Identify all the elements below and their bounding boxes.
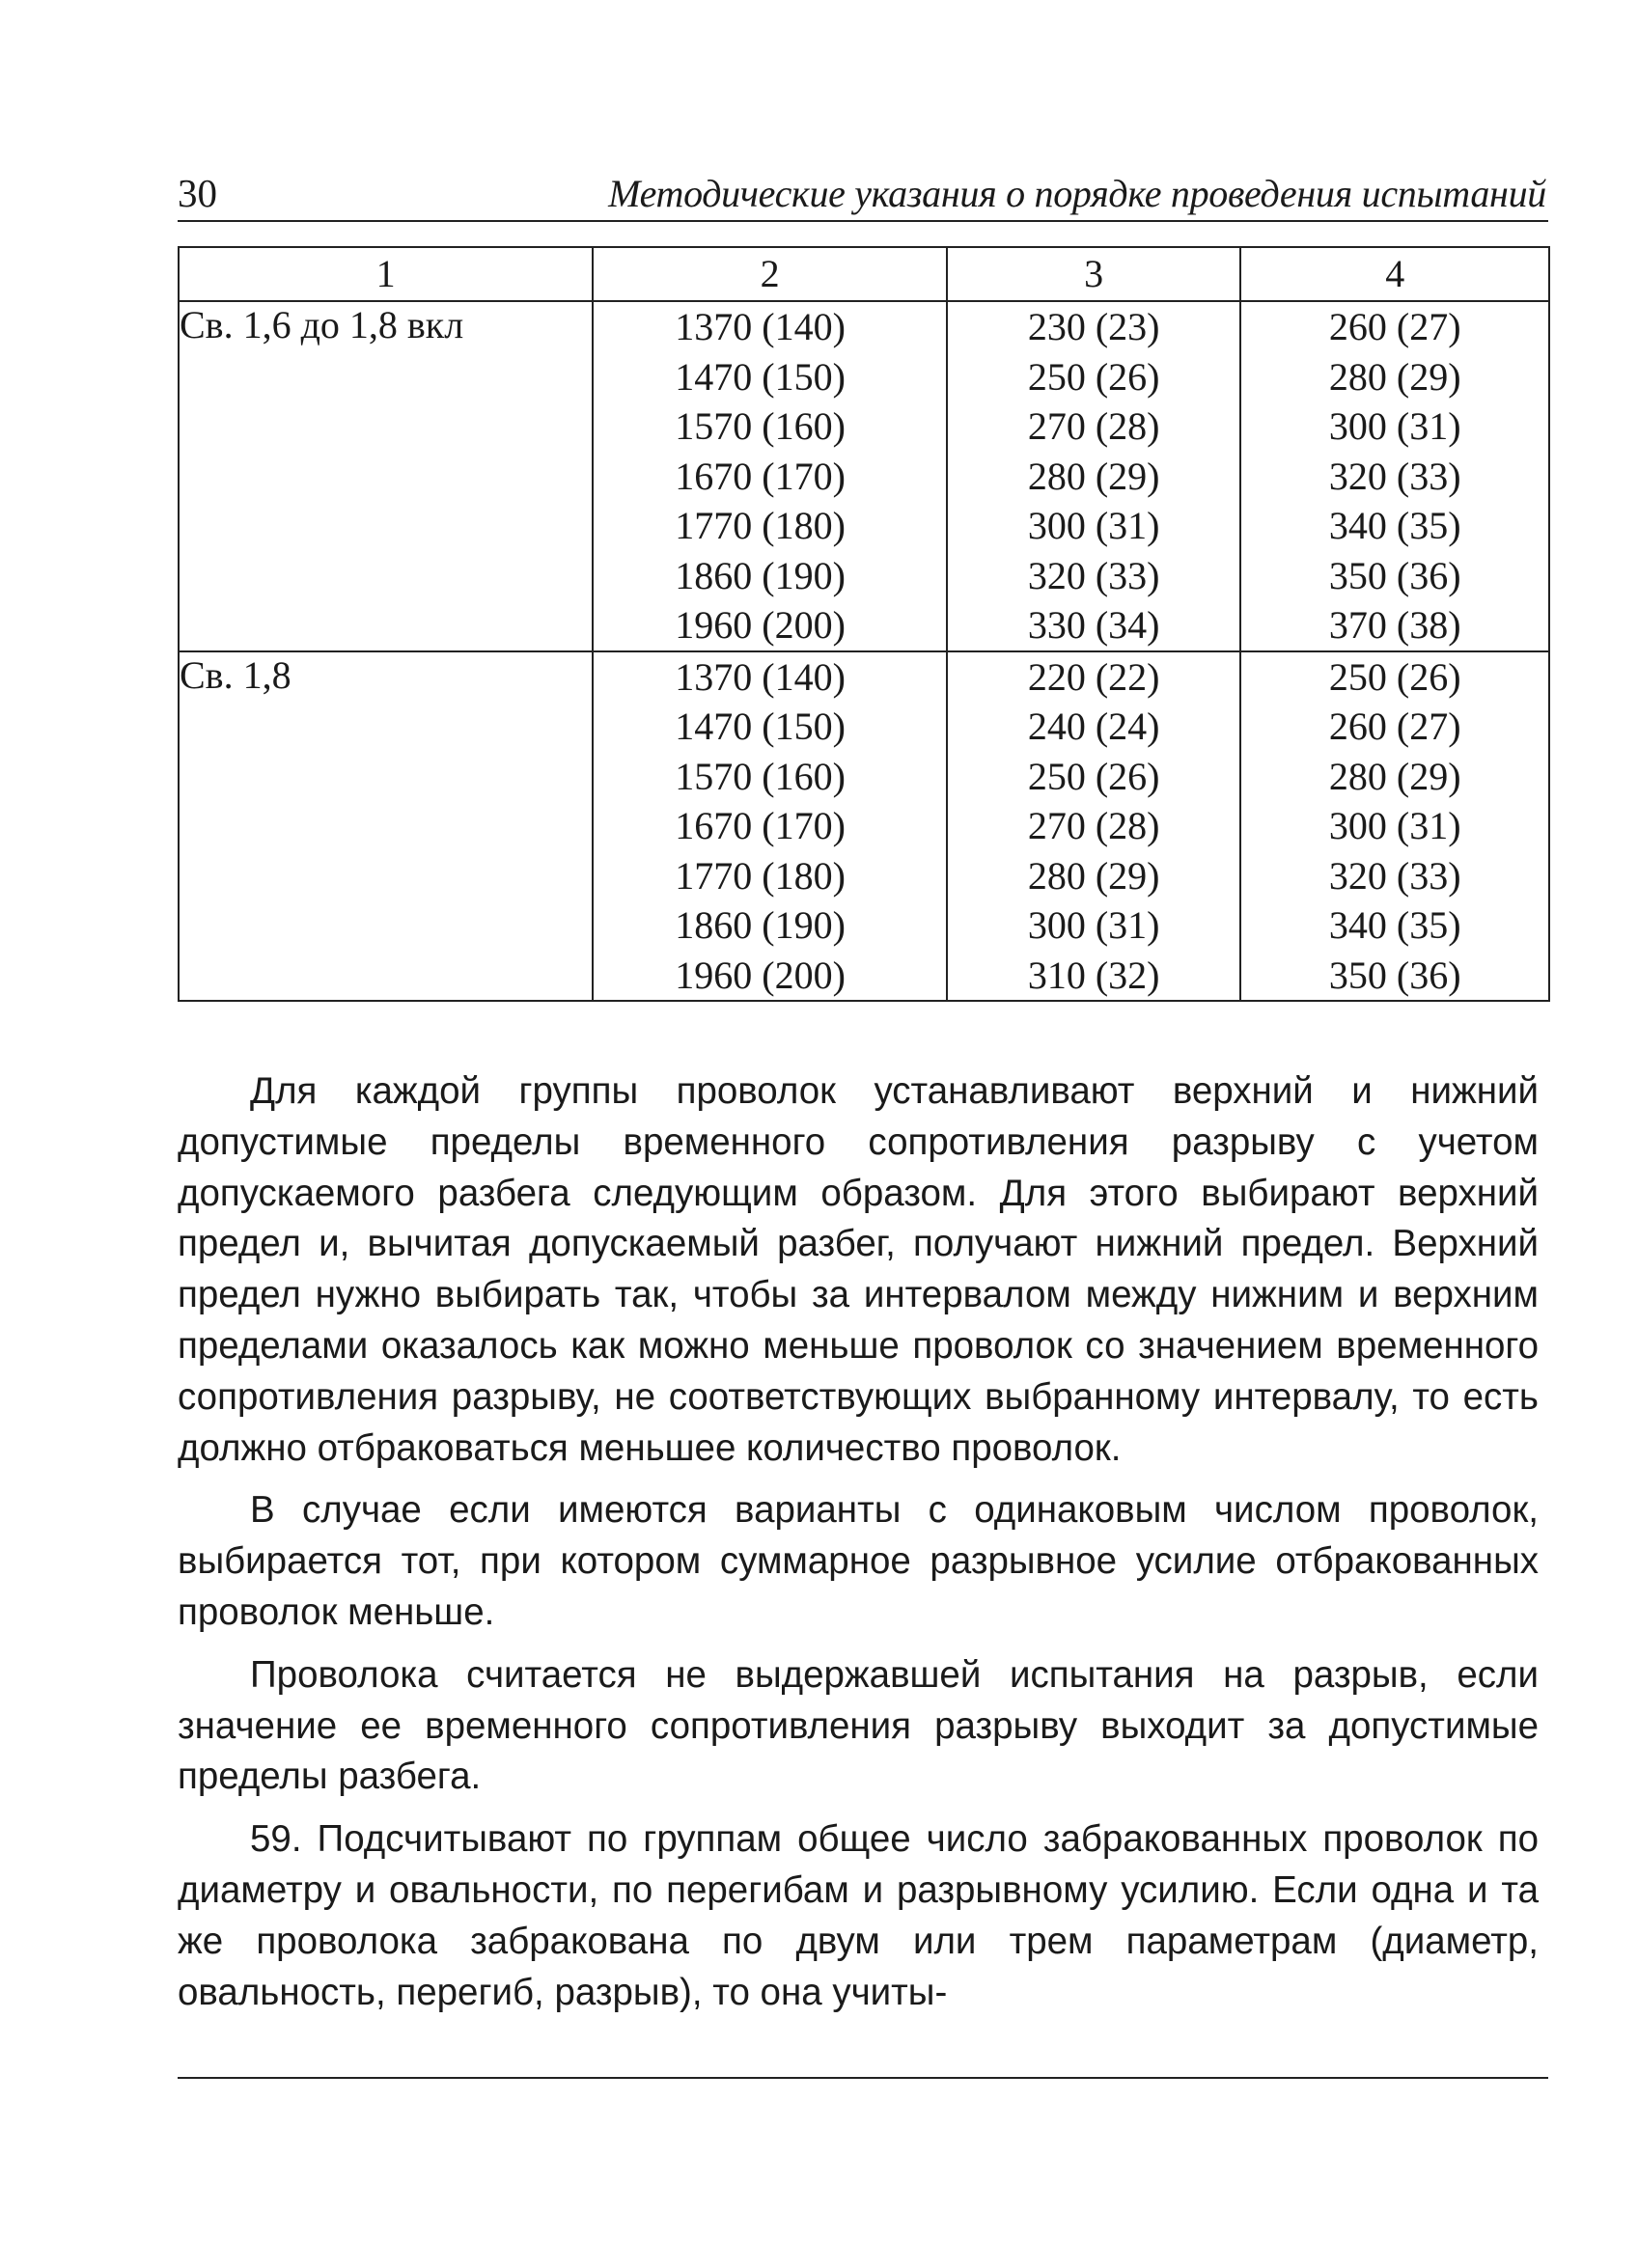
table-group-row bbox=[179, 651, 1549, 1002]
table-value: 320 (33) bbox=[1328, 454, 1461, 498]
running-title: Методические указания о порядке проведения испытаний bbox=[608, 172, 1546, 215]
table-header-cell: 3 bbox=[947, 247, 1241, 301]
table-value: 270 (28) bbox=[1027, 404, 1160, 448]
table-value: 1860 (190) bbox=[675, 553, 846, 597]
table-value: 1770 (180) bbox=[675, 504, 846, 547]
table-value: 300 (31) bbox=[1027, 903, 1160, 947]
paragraph: 59. Подсчитывают по группам общее число забракованных проволок по диаметру и овальности, по перегибам и разрывному усилию. Если одна и та же проволока забракована по двум или трем параметрам (диаметр, овальность, перегиб, разрыв), то она учиты- bbox=[178, 1818, 1539, 2013]
table-value: 220 (22) bbox=[1027, 654, 1160, 699]
table-value: 370 (38) bbox=[1328, 603, 1461, 647]
table-value: 320 (33) bbox=[1027, 553, 1160, 597]
group-label: Св. 1,8 bbox=[179, 651, 593, 1002]
table-group-row bbox=[179, 301, 1549, 651]
table-value: 280 (29) bbox=[1027, 853, 1160, 898]
table-value: 280 (29) bbox=[1328, 754, 1461, 798]
table-value: 330 (34) bbox=[1027, 603, 1160, 647]
table-value: 230 (23) bbox=[1027, 305, 1160, 348]
table-value: 310 (32) bbox=[1027, 953, 1160, 997]
table-value: 260 (27) bbox=[1328, 305, 1461, 348]
table-cell-col2 bbox=[593, 301, 947, 651]
table-value: 250 (26) bbox=[1027, 354, 1160, 399]
table-value: 1960 (200) bbox=[675, 953, 846, 997]
table-value: 1770 (180) bbox=[675, 853, 846, 898]
table-value: 350 (36) bbox=[1328, 553, 1461, 597]
table-value: 280 (29) bbox=[1328, 354, 1461, 399]
table-value: 340 (35) bbox=[1328, 504, 1461, 547]
strength-table bbox=[178, 246, 1550, 1002]
table-value: 1670 (170) bbox=[675, 454, 846, 498]
table-value: 1470 (150) bbox=[675, 705, 846, 748]
table-value: 300 (31) bbox=[1328, 404, 1461, 448]
table-value: 1370 (140) bbox=[675, 654, 846, 699]
footer-rule bbox=[178, 2077, 1548, 2079]
table-value: 300 (31) bbox=[1328, 804, 1461, 847]
table-value: 1670 (170) bbox=[675, 804, 846, 847]
page-header bbox=[178, 166, 1548, 222]
paragraph: Для каждой группы проволок устанавливают верхний и нижний допустимые пределы временного сопротивления разрыву с учетом допускаемого разбега следующим образом. Для этого выбирают верхний предел и, вычитая допускаемый разбег, получают нижний предел. Верхний предел нужно выбирать так, чтобы за интервалом между нижним и верхним пределами оказалось как можно меньше проволок со значением временного сопротивления разрыву, не соответствующих выбранному интервалу, то есть должно отбраковаться меньшее количество проволок. bbox=[178, 1070, 1539, 1469]
page-number: 30 bbox=[178, 171, 217, 215]
table-value: 300 (31) bbox=[1027, 504, 1160, 547]
table-value: 260 (27) bbox=[1328, 705, 1461, 748]
table-value: 280 (29) bbox=[1027, 454, 1160, 498]
table-value: 1570 (160) bbox=[675, 754, 846, 798]
table-value: 350 (36) bbox=[1328, 953, 1461, 997]
table-cell-col3 bbox=[947, 301, 1241, 651]
table-value: 1470 (150) bbox=[675, 354, 846, 399]
table-value: 340 (35) bbox=[1328, 903, 1461, 947]
table-value: 250 (26) bbox=[1027, 754, 1160, 798]
table-header-cell: 1 bbox=[179, 247, 593, 301]
table-value: 240 (24) bbox=[1027, 705, 1160, 748]
table-cell-col4 bbox=[1240, 301, 1549, 651]
group-label: Св. 1,6 до 1,8 вкл bbox=[179, 301, 593, 651]
table-header-cell: 2 bbox=[593, 247, 947, 301]
table-value: 1570 (160) bbox=[675, 404, 846, 448]
table-cell-col3 bbox=[947, 651, 1241, 1002]
table-cell-col4 bbox=[1240, 651, 1549, 1002]
table-value: 1960 (200) bbox=[675, 603, 846, 647]
table-header-cell: 4 bbox=[1240, 247, 1549, 301]
table-value: 250 (26) bbox=[1328, 654, 1461, 699]
table-cell-col2 bbox=[593, 651, 947, 1002]
table-value: 320 (33) bbox=[1328, 853, 1461, 898]
table-value: 1860 (190) bbox=[675, 903, 846, 947]
body-text bbox=[178, 1066, 1539, 2030]
table-value: 270 (28) bbox=[1027, 804, 1160, 847]
table-value: 1370 (140) bbox=[675, 305, 846, 348]
paragraph: В случае если имеются варианты с одинаковым числом проволок, выбирается тот, при котором суммарное разрывное усилие отбракованных проволок меньше. bbox=[178, 1489, 1539, 1633]
table-header-row bbox=[179, 247, 1549, 301]
paragraph: Проволока считается не выдержавшей испытания на разрыв, если значение ее временного сопротивления разрыву выходит за допустимые пределы разбега. bbox=[178, 1653, 1539, 1798]
